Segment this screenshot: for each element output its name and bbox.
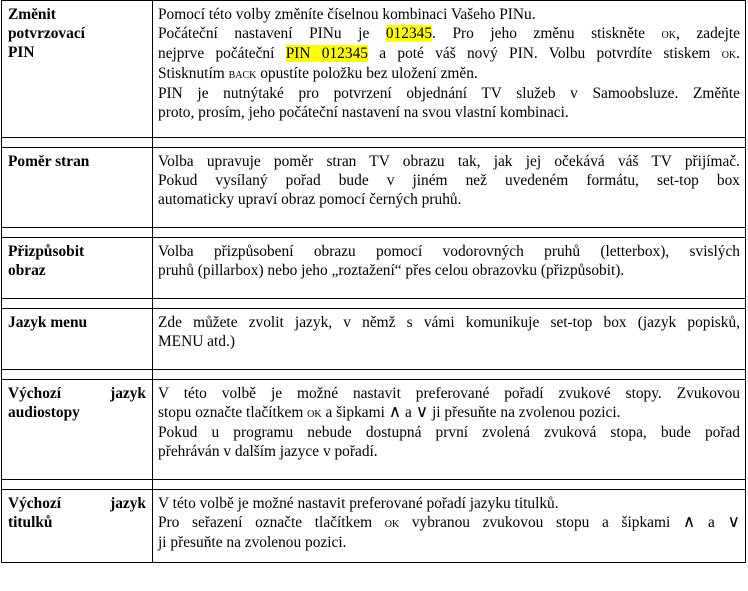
table-row <box>2 1 746 138</box>
row-value-default-subtitle-language <box>153 490 746 563</box>
text-line: Pomocí této volby změníte číselnou kombinaci Vašeho PINu. <box>158 6 536 23</box>
key-line: Poměr stran <box>8 153 90 170</box>
text-line: MENU atd.) <box>158 333 235 350</box>
text-line: automaticky upraví obraz pomocí černých pruhů. <box>158 191 462 208</box>
row-value-change-pin <box>153 1 746 138</box>
row-key-default-audio-language <box>2 380 153 480</box>
back-key-label: back <box>228 67 257 82</box>
key-line: Výchozí jazyk <box>8 495 146 512</box>
ok-key-label: ok <box>661 27 676 42</box>
table-row <box>2 148 746 228</box>
row-value-menu-language <box>153 309 746 370</box>
key-line: Výchozí jazyk <box>8 385 146 402</box>
text-line: Počáteční nastavení PINu je 012345. Pro jeho změnu stiskněte ok, zadejte <box>158 25 740 42</box>
key-line: PIN <box>8 44 35 61</box>
row-key-menu-language <box>2 309 153 370</box>
highlight-pin: 012345 <box>385 25 433 42</box>
row-key-change-pin <box>2 1 153 138</box>
spacer-row <box>2 370 746 380</box>
spacer-row <box>2 299 746 309</box>
spacer-row <box>2 480 746 490</box>
row-key-fit-picture <box>2 238 153 299</box>
key-line: Změnit <box>8 6 56 23</box>
spacer-row <box>2 228 746 238</box>
row-value-fit-picture <box>153 238 746 299</box>
text-line: přehráván v dalším jazyce v pořadí. <box>158 443 378 460</box>
arrow-up-icon: ∧ <box>682 512 696 532</box>
table-row <box>2 490 746 563</box>
text-line: Zde můžete zvolit jazyk, v němž s vámi komunikuje set-top box (jazyk popisků, <box>158 314 740 331</box>
highlight-pin-code: PIN 012345 <box>285 45 368 62</box>
text-line: pruhů (pillarbox) nebo jeho „roztažení“ přes celou obrazovku (přizpůsobit). <box>158 262 625 279</box>
table-row <box>2 380 746 480</box>
table-row <box>2 309 746 370</box>
ok-key-label: ok <box>384 516 400 531</box>
text-line: Stisknutím back opustíte položku bez uložení změn. <box>158 65 478 82</box>
text-line: ji přesuňte na zvolenou pozici. <box>158 534 347 551</box>
text-line: proto, prosím, jeho počáteční nastavení na svou vlastní kombinaci. <box>158 104 569 121</box>
arrow-up-icon: ∧ <box>388 402 402 422</box>
arrow-down-icon: ∨ <box>415 402 429 422</box>
text-line: PIN je nutnýtaké pro potvrzení objednání TV služeb v Samoobsluze. Změňte <box>158 85 740 102</box>
text-line: Volba upravuje poměr stran TV obrazu tak, jak jej očekává váš TV přijímač. <box>158 153 740 170</box>
key-line: Přizpůsobit <box>8 243 85 260</box>
settings-document <box>1 0 747 563</box>
key-line: potvrzovací <box>8 25 85 42</box>
key-line: Jazyk menu <box>8 314 88 331</box>
row-value-aspect-ratio <box>153 148 746 228</box>
row-key-aspect-ratio <box>2 148 153 228</box>
text-line: stopu označte tlačítkem ok a šipkami ∧ a ∨ ji přesuňte na zvolenou pozici. <box>158 402 621 422</box>
arrow-down-icon: ∨ <box>727 512 740 532</box>
key-line: audiostopy <box>8 404 80 421</box>
row-value-default-audio-language <box>153 380 746 480</box>
key-line: titulků <box>8 514 53 531</box>
ok-key-label: ok <box>721 47 737 62</box>
text-line: Pokud u programu nebude dostupná první zvolená zvuková stopa, bude pořad <box>158 424 740 441</box>
table-row <box>2 238 746 299</box>
text-line: Pro seřazení označte tlačítkem ok vybranou zvukovou stopu a šipkami ∧ a ∨ <box>158 512 740 532</box>
text-line: Volba přizpůsobení obrazu pomocí vodorovných pruhů (letterbox), svislých <box>158 243 740 260</box>
text-line: V této volbě je možné nastavit preferované pořadí jazyku titulků. <box>158 495 559 512</box>
settings-table <box>1 0 746 563</box>
key-line: obraz <box>8 262 46 279</box>
ok-key-label: ok <box>307 406 322 421</box>
text-line: nejprve počáteční PIN 012345 a poté váš nový PIN. Volbu potvrdíte stiskem ok. <box>158 45 740 62</box>
spacer-row <box>2 138 746 148</box>
text-line: V této volbě je možné nastavit preferované pořadí zvukové stopy. Zvukovou <box>158 385 740 402</box>
row-key-default-subtitle-language <box>2 490 153 563</box>
text-line: Pokud vysílaný pořad bude v jiném než uvedeném formátu, set-top box <box>158 172 740 189</box>
